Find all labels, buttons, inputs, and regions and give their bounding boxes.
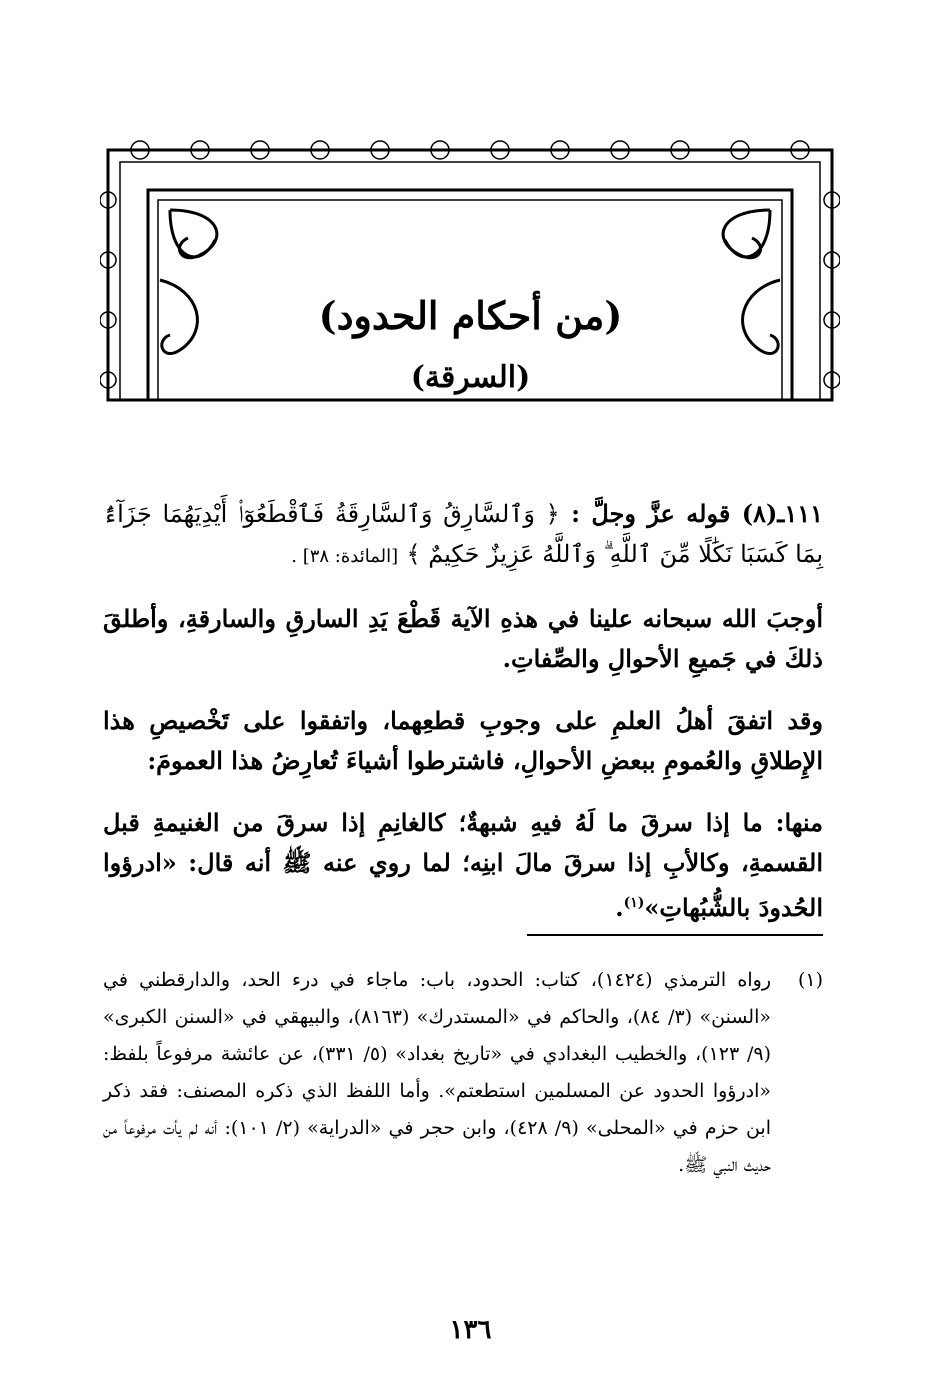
verse-reference: [المائدة: ٣٨] . bbox=[291, 546, 399, 567]
section-subtitle: (السرقة) bbox=[410, 360, 531, 395]
footnote-marker: (١) bbox=[797, 969, 823, 991]
paragraph-3 bbox=[103, 803, 823, 928]
paragraph-3-end: . bbox=[615, 893, 624, 922]
paragraph-3-text: منها: ما إذا سرقَ ما لَهُ فيهِ شبهةٌ؛ كالغانِمِ إذا سرقَ من الغنيمةِ قبل القسمةِ، وكالأبِ إذا سرقَ مالَ ابنِه؛ لما روي عنه ﷺ أنه قال: «ادرؤوا الحُدودَ بالشُّبُهاتِ» bbox=[103, 808, 823, 922]
paragraph-1: أوجبَ الله سبحانه علينا في هذهِ الآية قَطْعَ يَدِ السارقِ والسارقةِ، وأطلقَ ذلكَ في جَميعِ الأحوالِ والصِّفاتِ. bbox=[103, 604, 823, 673]
footnote-separator bbox=[527, 934, 823, 936]
section-title: (من أحكام الحدود) bbox=[318, 293, 623, 338]
quran-verse: ﴿ وَٱلسَّارِقُ وَٱلسَّارِقَةُ فَٱقْطَعُوٓا۟ أَيْدِيَهُمَا جَزَآءًۢ بِمَا كَسَبَا نَكَٰلًا مِّنَ ٱللَّهِ ۗ وَٱللَّهُ عَزِيزٌ حَكِيمٌ ﴾ bbox=[103, 500, 823, 568]
verse-intro: ١١١ـ(٨) قوله عزَّ وجلَّ : bbox=[571, 499, 823, 528]
footnote bbox=[103, 962, 823, 1184]
footnote-text: رواه الترمذي (١٤٢٤)، كتاب: الحدود، باب: ماجاء في درء الحد، والدارقطني في «السنن» (٣/ ٨٤)، والحاكم في «المستدرك» (٨١٦٣)، والبيهقي في «السنن الكبرى» (٩/ ١٢٣)، والخطيب البغدادي في «تاريخ بغداد» (٥/ ٣٣١)، عن عائشة مرفوعاً بلفظ: «ادرؤوا الحدود عن المسلمين استطعتم». وأما اللفظ الذي ذكره المصنف: فقد ذكر ابن حزم في «المحلى» (٩/ ٤٢٨)، وابن حجر في «الدراية» (٢/ ١٠١): أنه لم يأت مرفوعاً من حديث النبي ﷺ. bbox=[103, 969, 771, 1176]
main-text bbox=[103, 470, 823, 950]
verse-paragraph bbox=[103, 494, 823, 577]
page-number: ١٣٦ bbox=[449, 1315, 492, 1345]
paragraph-2: وقد اتفقَ أهلُ العلمِ على وجوبِ قطعِهما، واتفقوا على تَخْصيصِ هذا الإِطلاقِ والعُمومِ ببعضِ الأحوالِ، فاشترطوا أشياءَ تُعارِضُ هذا العمومَ: bbox=[103, 706, 823, 775]
footnote-reference[interactable]: (١) bbox=[623, 895, 645, 911]
